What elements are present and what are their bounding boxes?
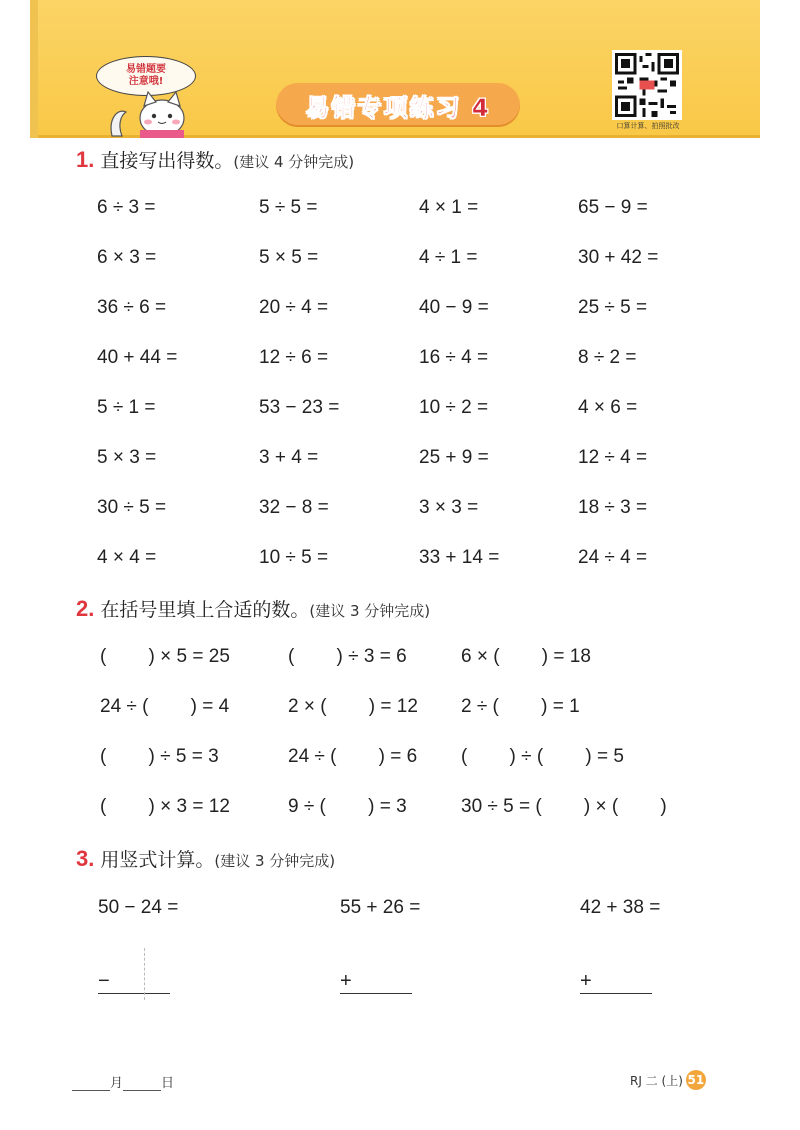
fill-blank-problem[interactable]: 9 ÷ ( ) = 3 bbox=[288, 796, 407, 817]
oral-problem[interactable]: 5 ÷ 1 = bbox=[97, 397, 156, 418]
oral-problem[interactable]: 5 × 5 = bbox=[259, 247, 319, 268]
day-label: 日 bbox=[161, 1076, 175, 1091]
column-operator-sign: + bbox=[340, 970, 352, 992]
fill-blank-problem[interactable]: ( ) ÷ 5 = 3 bbox=[100, 746, 219, 767]
month-label: 月 bbox=[110, 1076, 124, 1091]
oral-problem[interactable]: 6 ÷ 3 = bbox=[97, 197, 156, 218]
column-answer-line bbox=[98, 993, 170, 994]
oral-problem[interactable]: 25 ÷ 5 = bbox=[578, 297, 648, 318]
oral-problem[interactable]: 4 × 1 = bbox=[419, 197, 479, 218]
oral-problem[interactable]: 12 ÷ 6 = bbox=[259, 347, 329, 368]
oral-problem[interactable]: 20 ÷ 4 = bbox=[259, 297, 329, 318]
oral-problem[interactable]: 4 × 4 = bbox=[97, 547, 157, 568]
column-calc-problem[interactable]: 42 + 38 = bbox=[580, 897, 661, 918]
section-2-text: 在括号里填上合适的数。 bbox=[100, 599, 310, 621]
oral-problem[interactable]: 5 ÷ 5 = bbox=[259, 197, 318, 218]
oral-problem[interactable]: 32 − 8 = bbox=[259, 497, 329, 518]
section-2-title bbox=[76, 595, 430, 622]
header-edge bbox=[30, 0, 38, 138]
fill-blank-problem[interactable]: 2 × ( ) = 12 bbox=[288, 696, 418, 717]
oral-problem[interactable]: 24 ÷ 4 = bbox=[578, 547, 648, 568]
fill-blank-problem[interactable]: ( ) ÷ 3 = 6 bbox=[288, 646, 407, 667]
oral-problem[interactable]: 33 + 14 = bbox=[419, 547, 500, 568]
oral-problem[interactable]: 10 ÷ 2 = bbox=[419, 397, 489, 418]
section-1-number: 1. bbox=[76, 147, 95, 172]
speech-line-2: 注意哦! bbox=[128, 76, 164, 87]
qr-code-icon[interactable] bbox=[612, 50, 682, 120]
oral-problem[interactable]: 53 − 23 = bbox=[259, 397, 340, 418]
oral-problem[interactable]: 18 ÷ 3 = bbox=[578, 497, 648, 518]
oral-problem[interactable]: 30 + 42 = bbox=[578, 247, 659, 268]
speech-line-1: 易错题要 bbox=[126, 64, 166, 75]
oral-problem[interactable]: 3 × 3 = bbox=[419, 497, 479, 518]
fill-blank-problem[interactable]: 24 ÷ ( ) = 4 bbox=[100, 696, 230, 717]
section-3-text: 用竖式计算。 bbox=[100, 849, 215, 871]
page-edge bbox=[0, 0, 30, 138]
oral-problem[interactable]: 40 − 9 = bbox=[419, 297, 489, 318]
date-field[interactable] bbox=[72, 1072, 174, 1091]
column-operator-sign: − bbox=[98, 970, 110, 992]
oral-problem[interactable]: 4 × 6 = bbox=[578, 397, 638, 418]
page-title: 易错专项练习 4 bbox=[305, 93, 491, 122]
qr-caption: 口算计算、拍照批改 bbox=[616, 122, 680, 130]
fill-blank-problem[interactable]: 6 × ( ) = 18 bbox=[461, 646, 591, 667]
fill-blank-problem[interactable]: ( ) × 3 = 12 bbox=[100, 796, 230, 817]
oral-problem[interactable]: 10 ÷ 5 = bbox=[259, 547, 329, 568]
section-1-text: 直接写出得数。 bbox=[100, 150, 234, 172]
section-1-hint: (建议 4 分钟完成) bbox=[233, 153, 355, 171]
column-answer-line bbox=[580, 993, 652, 994]
oral-problem[interactable]: 25 + 9 = bbox=[419, 447, 489, 468]
column-answer-line bbox=[340, 993, 412, 994]
oral-problem[interactable]: 16 ÷ 4 = bbox=[419, 347, 489, 368]
oral-problem[interactable]: 6 × 3 = bbox=[97, 247, 157, 268]
fill-blank-problem[interactable]: 24 ÷ ( ) = 6 bbox=[288, 746, 418, 767]
page-info bbox=[630, 1070, 706, 1090]
section-2-hint: (建议 3 分钟完成) bbox=[309, 602, 431, 620]
oral-problem[interactable]: 36 ÷ 6 = bbox=[97, 297, 167, 318]
column-calc-problem[interactable]: 55 + 26 = bbox=[340, 897, 421, 918]
fill-blank-problem[interactable]: ( ) ÷ ( ) = 5 bbox=[461, 746, 624, 767]
section-2-number: 2. bbox=[76, 596, 95, 621]
column-calc-problem[interactable]: 50 − 24 = bbox=[98, 897, 179, 918]
column-operator-sign: + bbox=[580, 970, 592, 992]
oral-problem[interactable]: 3 + 4 = bbox=[259, 447, 319, 468]
oral-problem[interactable]: 4 ÷ 1 = bbox=[419, 247, 478, 268]
oral-problem[interactable]: 65 − 9 = bbox=[578, 197, 648, 218]
section-3-number: 3. bbox=[76, 846, 95, 871]
fill-blank-problem[interactable]: 30 ÷ 5 = ( ) × ( ) bbox=[461, 796, 667, 817]
oral-problem[interactable]: 5 × 3 = bbox=[97, 447, 157, 468]
oral-problem[interactable]: 30 ÷ 5 = bbox=[97, 497, 167, 518]
oral-problem[interactable]: 12 ÷ 4 = bbox=[578, 447, 648, 468]
section-3-title bbox=[76, 845, 335, 872]
edition-label: RJ 二 (上) bbox=[630, 1073, 683, 1088]
vertical-guide-line bbox=[144, 948, 145, 1000]
fill-blank-problem[interactable]: 2 ÷ ( ) = 1 bbox=[461, 696, 580, 717]
section-1-title bbox=[76, 146, 354, 173]
cat-mascot-icon bbox=[100, 88, 200, 138]
page-number: 51 bbox=[686, 1070, 706, 1090]
oral-problem[interactable]: 8 ÷ 2 = bbox=[578, 347, 637, 368]
fill-blank-problem[interactable]: ( ) × 5 = 25 bbox=[100, 646, 230, 667]
section-3-hint: (建议 3 分钟完成) bbox=[214, 852, 336, 870]
oral-problem[interactable]: 40 + 44 = bbox=[97, 347, 178, 368]
